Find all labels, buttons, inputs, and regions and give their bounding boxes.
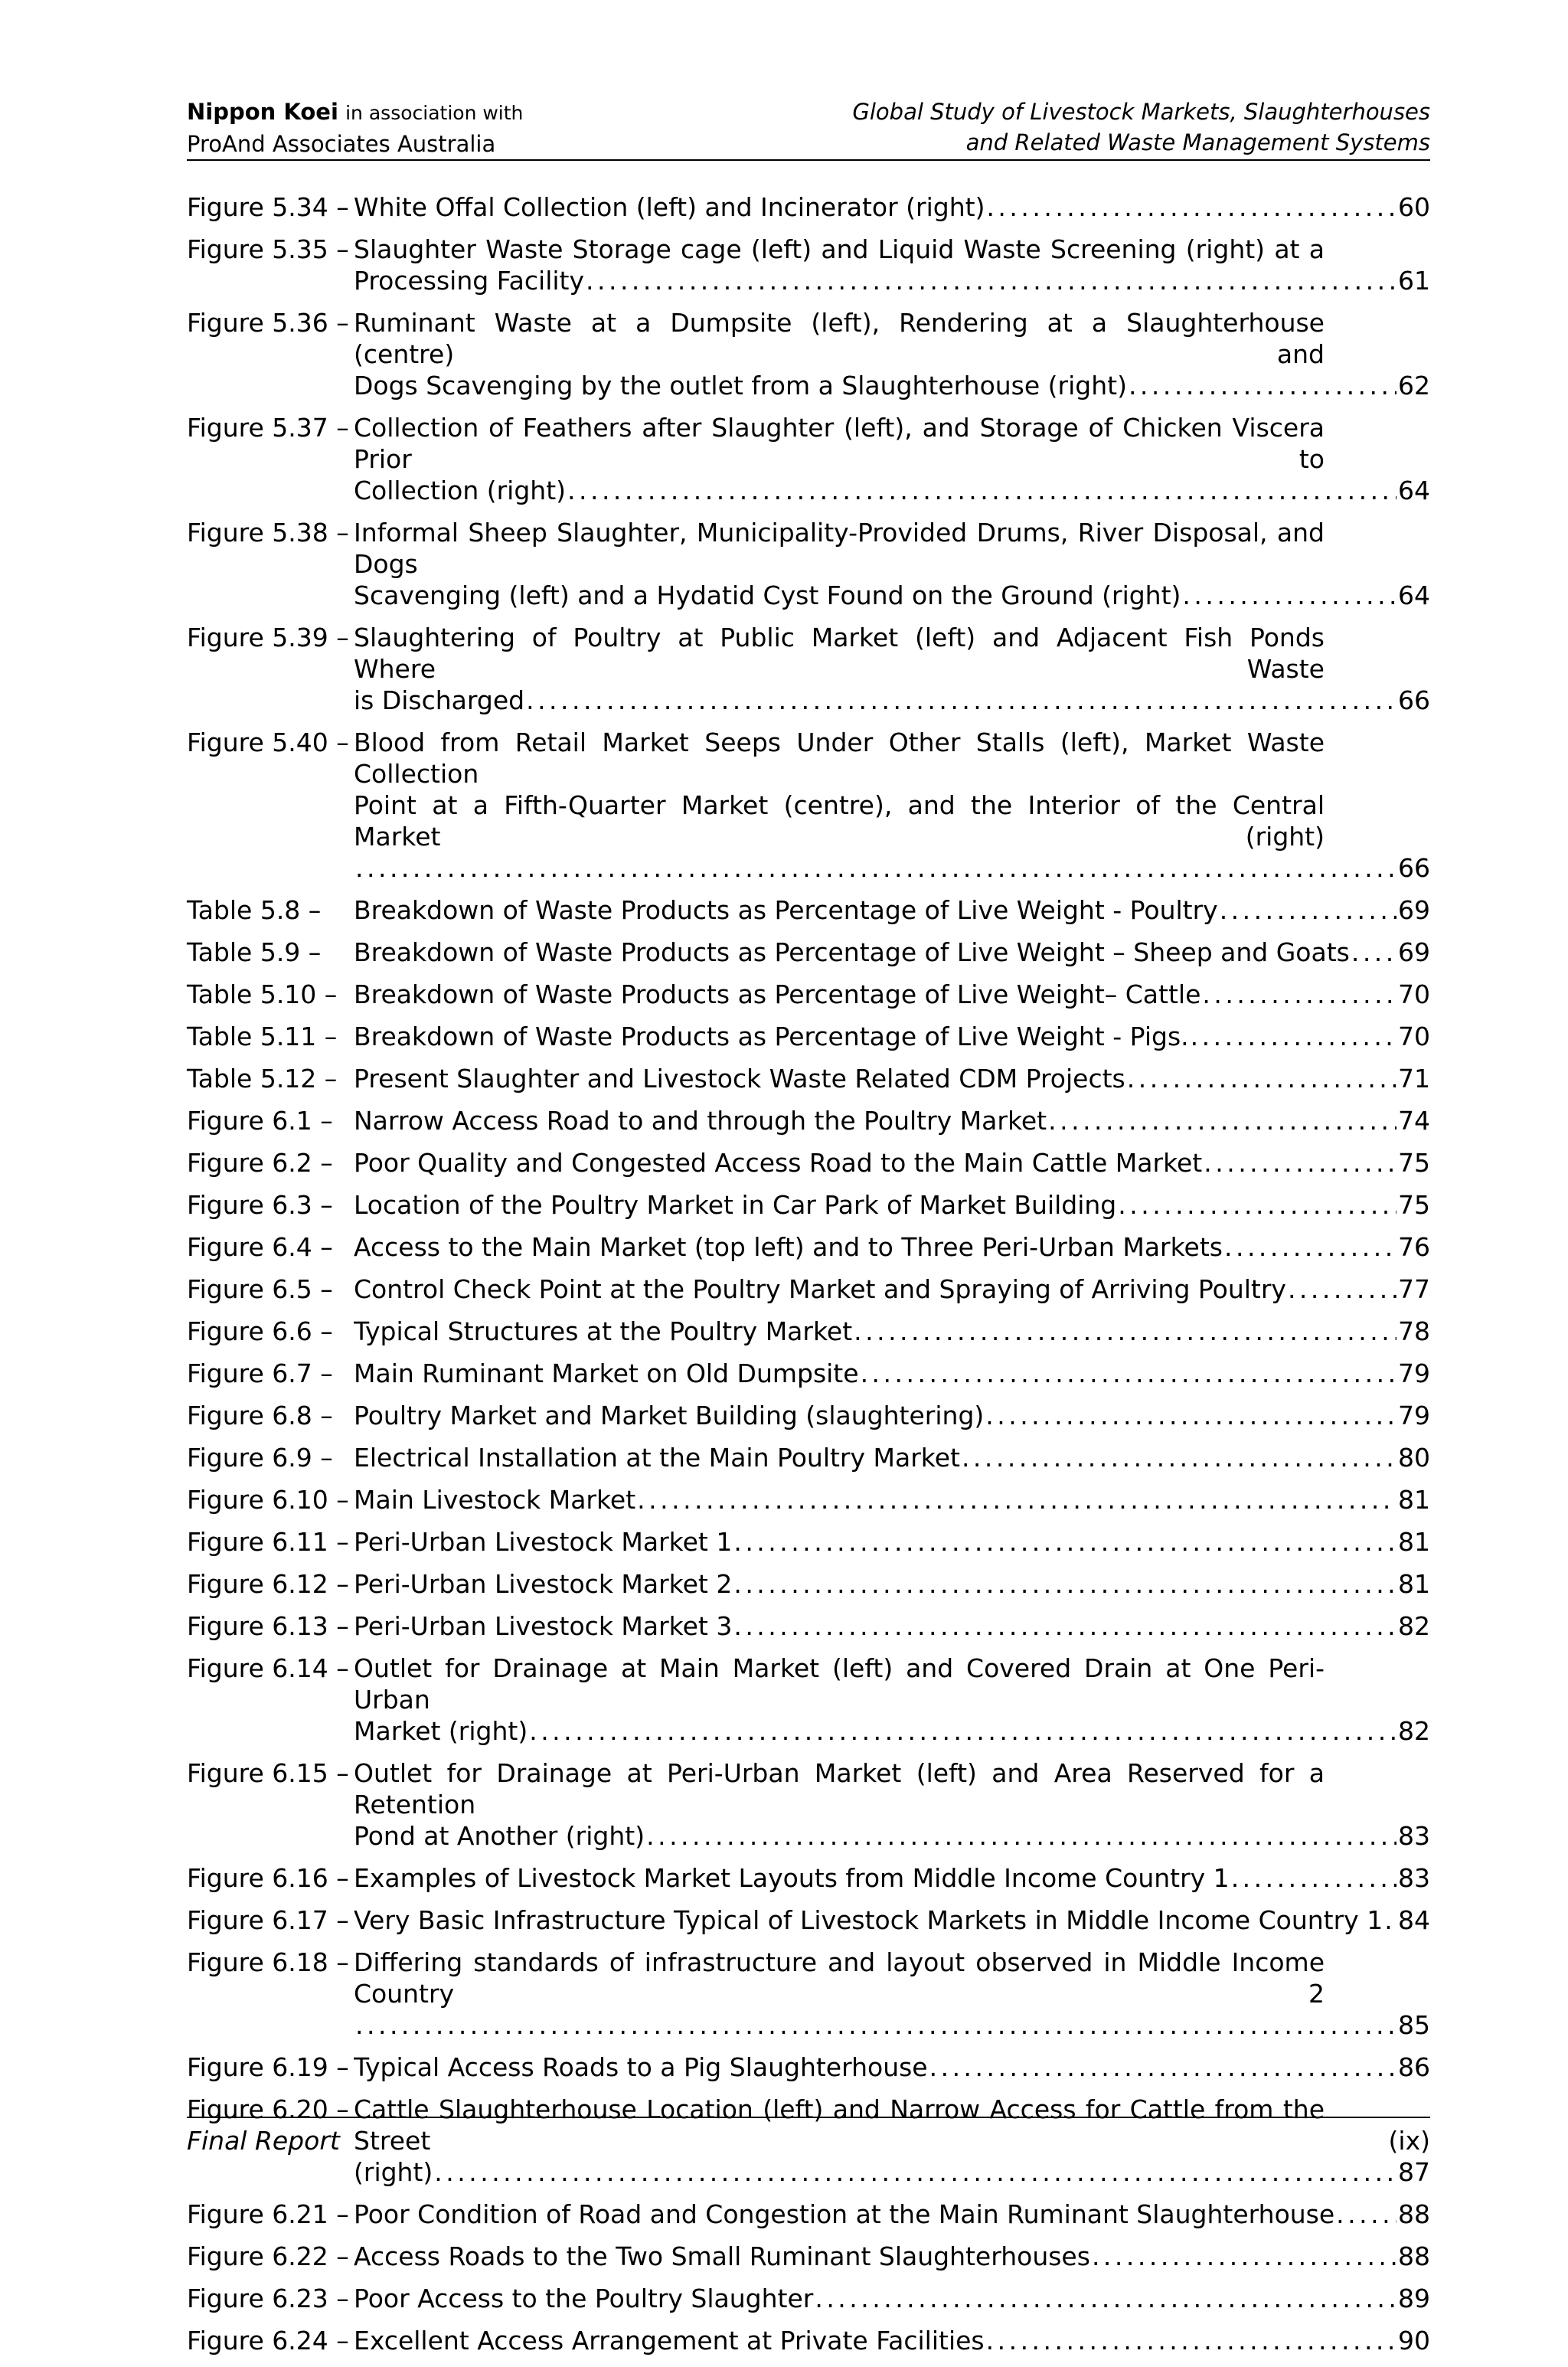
toc-entry[interactable] <box>187 1610 1430 1642</box>
toc-entry-label: Figure 6.15 – <box>187 1758 349 1788</box>
toc-entry-label: Figure 6.8 – <box>187 1401 333 1430</box>
toc-entry-title <box>354 2325 1430 2356</box>
toc-entry-title <box>354 517 1430 611</box>
toc-entry-title <box>354 1568 1430 1600</box>
dot-leader <box>1288 1273 1396 1305</box>
report-title-line2: and Related Waste Management Systems <box>965 129 1430 155</box>
dot-leader <box>434 2156 1396 2188</box>
dot-leader <box>567 475 1396 506</box>
toc-entry-label: Figure 6.17 – <box>187 1905 349 1935</box>
toc-page-number: 87 <box>1398 2157 1430 2187</box>
toc-entry[interactable] <box>187 1862 1430 1894</box>
toc-entry[interactable] <box>187 1526 1430 1558</box>
toc-entry-text: Blood from Retail Market Seeps Under Other Stalls (left), Market Waste Collection <box>354 727 1325 789</box>
toc-entry-text: Market (right) <box>354 1716 528 1746</box>
dot-leader <box>986 191 1396 223</box>
toc-page-number: 83 <box>1398 1863 1430 1893</box>
toc-entry-text: Poor Quality and Congested Access Road to the Main Cattle Market <box>354 1148 1203 1178</box>
toc-entry-text: Outlet for Drainage at Peri-Urban Market (left) and Area Reserved for a Retention <box>354 1758 1325 1819</box>
toc-entry-label: Figure 6.13 – <box>187 1611 349 1641</box>
toc-entry-label: Figure 5.35 – <box>187 234 349 264</box>
toc-page-number: 60 <box>1398 192 1430 222</box>
toc-entry-label: Table 5.9 – <box>187 937 322 967</box>
toc-entry-title <box>354 894 1430 926</box>
toc-entry-label: Figure 6.2 – <box>187 1148 333 1178</box>
toc-entry-label: Figure 6.4 – <box>187 1232 333 1262</box>
toc-entry-text: Poor Condition of Road and Congestion at the Main Ruminant Slaughterhouse <box>354 2199 1335 2229</box>
toc-page-number: 79 <box>1398 1401 1430 1430</box>
toc-entry-label: Table 5.11 – <box>187 1022 338 1051</box>
toc-entry[interactable] <box>187 1757 1430 1852</box>
toc-entry-text: Main Livestock Market <box>354 1485 636 1515</box>
dot-leader <box>1384 1904 1396 1936</box>
toc-entry-title <box>354 979 1430 1010</box>
toc-entry-label: Figure 6.22 – <box>187 2241 349 2271</box>
dot-leader <box>1127 1063 1396 1094</box>
toc-entry[interactable] <box>187 517 1430 611</box>
dot-leader <box>985 1400 1396 1431</box>
toc-entry-label: Figure 6.23 – <box>187 2284 349 2313</box>
toc-entry-text: Control Check Point at the Poultry Market and Spraying of Arriving Poultry <box>354 1274 1286 1304</box>
toc-entry-label: Figure 6.1 – <box>187 1106 333 1136</box>
toc-entry[interactable] <box>187 1189 1430 1221</box>
header-left <box>187 96 523 159</box>
toc-entry-text: is Discharged <box>354 685 525 715</box>
toc-entry-title <box>354 1021 1430 1052</box>
toc-entry-label: Figure 5.34 – <box>187 192 349 222</box>
toc-page-number: 82 <box>1398 1611 1430 1641</box>
toc-entry-title <box>354 2199 1430 2230</box>
toc-entry-text: Peri-Urban Livestock Market 2 <box>354 1569 733 1599</box>
toc-entry-title <box>354 1526 1430 1558</box>
toc-page-number: 70 <box>1398 979 1430 1009</box>
toc-entry-title <box>354 1653 1430 1747</box>
toc-entry[interactable] <box>187 412 1430 506</box>
page-footer <box>187 2117 1430 2156</box>
toc-page-number: 81 <box>1398 1527 1430 1557</box>
toc-page-number: 81 <box>1398 1485 1430 1515</box>
toc-entry-text: Pond at Another (right) <box>354 1821 645 1851</box>
toc-entry[interactable] <box>187 1063 1430 1094</box>
toc-page-number: 64 <box>1398 580 1430 610</box>
toc-entry[interactable] <box>187 1442 1430 1473</box>
toc-entry-text: Typical Access Roads to a Pig Slaughterhouse <box>354 2052 928 2082</box>
toc-page-number: 70 <box>1398 1022 1430 1051</box>
toc-entry-title <box>354 2241 1430 2272</box>
toc-page-number: 79 <box>1398 1358 1430 1388</box>
toc-entry-label: Figure 6.19 – <box>187 2052 349 2082</box>
toc-entry[interactable] <box>187 1400 1430 1431</box>
toc-page-number: 75 <box>1398 1148 1430 1178</box>
toc-entry-text: Dogs Scavenging by the outlet from a Slaughterhouse (right) <box>354 371 1127 400</box>
toc-entry-title <box>354 1147 1430 1179</box>
toc-entry-label: Figure 6.24 – <box>187 2326 349 2356</box>
toc-entry-title <box>354 1947 1430 2041</box>
toc-entry-title <box>354 727 1430 884</box>
toc-entry-title <box>354 307 1430 401</box>
toc-entry-title <box>354 1862 1430 1894</box>
toc-page-number: 88 <box>1398 2199 1430 2229</box>
toc-entry-label: Figure 5.39 – <box>187 623 349 652</box>
toc-page-number: 88 <box>1398 2241 1430 2271</box>
toc-entry-title <box>354 412 1430 506</box>
toc-page-number: 71 <box>1398 1064 1430 1094</box>
toc-page-number: 82 <box>1398 1716 1430 1746</box>
toc-entry-label: Figure 6.11 – <box>187 1527 349 1557</box>
dot-leader <box>1351 937 1396 968</box>
toc-entry[interactable] <box>187 1316 1430 1347</box>
toc-page-number: 83 <box>1398 1821 1430 1851</box>
toc-entry-title <box>354 1063 1430 1094</box>
toc-entry-label: Figure 6.6 – <box>187 1316 333 1346</box>
toc-page-number: 61 <box>1398 266 1430 296</box>
toc-page-number: 66 <box>1398 853 1430 883</box>
dot-leader <box>815 2283 1396 2314</box>
toc-entry-text: Electrical Installation at the Main Poultry Market <box>354 1443 960 1473</box>
toc-entry-label: Figure 6.20 – <box>187 2094 349 2124</box>
dot-leader <box>355 852 1396 884</box>
toc-entry[interactable] <box>187 622 1430 716</box>
toc-entry-title <box>354 1442 1430 1473</box>
toc-entry-label: Figure 6.14 – <box>187 1653 349 1683</box>
toc-entry-text: Main Ruminant Market on Old Dumpsite <box>354 1358 859 1388</box>
dot-leader <box>1224 1231 1396 1263</box>
toc-entry-text: Breakdown of Waste Products as Percentage of Live Weight - Poultry <box>354 895 1218 925</box>
dot-leader <box>637 1484 1396 1515</box>
toc-entry-text: Location of the Poultry Market in Car Park of Market Building <box>354 1190 1117 1220</box>
toc-entry-text: Peri-Urban Livestock Market 3 <box>354 1611 733 1641</box>
toc-entry-text: Examples of Livestock Market Layouts from Middle Income Country 1 <box>354 1863 1230 1893</box>
toc-entry[interactable] <box>187 1105 1430 1136</box>
toc-entry-text: Processing Facility <box>354 266 584 296</box>
toc-entry-text: Poultry Market and Market Building (slaughtering) <box>354 1401 985 1430</box>
toc-entry-text: Point at a Fifth-Quarter Market (centre), and the Interior of the Central Market (right) <box>354 790 1325 852</box>
toc-entry-title <box>354 1189 1430 1221</box>
toc-entry-text: Very Basic Infrastructure Typical of Livestock Markets in Middle Income Country 1 <box>354 1905 1383 1935</box>
toc-entry[interactable] <box>187 1568 1430 1600</box>
toc-entry-title <box>354 622 1430 716</box>
toc-entry-label: Figure 6.12 – <box>187 1569 349 1599</box>
toc-entry-text: Collection of Feathers after Slaughter (left), and Storage of Chicken Viscera Prior to <box>354 413 1325 474</box>
toc-entry-text: Collection (right) <box>354 476 567 505</box>
dot-leader <box>733 1568 1396 1600</box>
toc-entry-label: Figure 6.18 – <box>187 1947 349 1977</box>
dot-leader <box>1118 1189 1396 1221</box>
dot-leader <box>733 1526 1396 1558</box>
toc-entry[interactable] <box>187 1147 1430 1179</box>
toc-entry[interactable] <box>187 307 1430 401</box>
toc-entry[interactable] <box>187 894 1430 926</box>
toc-entry-text: Poor Access to the Poultry Slaughter <box>354 2284 814 2313</box>
toc-entry-title <box>354 1105 1430 1136</box>
toc-entry-title <box>354 1610 1430 1642</box>
footer-report-label: Final Report <box>187 2126 340 2156</box>
dot-leader <box>1220 894 1396 926</box>
toc-entry[interactable] <box>187 937 1430 968</box>
toc-page-number: 86 <box>1398 2052 1430 2082</box>
toc-entry-title <box>354 1273 1430 1305</box>
toc-entry-text: Breakdown of Waste Products as Percentage of Live Weight - Pigs. <box>354 1022 1189 1051</box>
toc-entry-title <box>354 191 1430 223</box>
dot-leader <box>733 1610 1396 1642</box>
dot-leader <box>962 1442 1396 1473</box>
toc-entry-text: Breakdown of Waste Products as Percentage of Live Weight – Sheep and Goats <box>354 937 1350 967</box>
dot-leader <box>1231 1862 1396 1894</box>
dot-leader <box>586 265 1396 296</box>
dot-leader <box>1336 2199 1396 2230</box>
dot-leader <box>929 2052 1396 2083</box>
toc-entry-label: Figure 6.9 – <box>187 1443 333 1473</box>
toc-entry-title <box>354 1316 1430 1347</box>
toc-entry-title <box>354 1358 1430 1389</box>
page-header <box>187 96 1430 161</box>
toc-page-number: 69 <box>1398 895 1430 925</box>
toc-entry-title <box>354 1231 1430 1263</box>
toc-page-number: 66 <box>1398 685 1430 715</box>
toc-entry[interactable] <box>187 2052 1430 2083</box>
toc-entry-title <box>354 937 1430 968</box>
toc-page-number: 76 <box>1398 1232 1430 1262</box>
toc-entry[interactable] <box>187 1947 1430 2041</box>
toc-page-number: 64 <box>1398 476 1430 505</box>
toc-entry-title <box>354 1484 1430 1515</box>
toc-entry[interactable] <box>187 727 1430 884</box>
toc-entry-title <box>354 2052 1430 2083</box>
toc-entry-text: Ruminant Waste at a Dumpsite (left), Rendering at a Slaughterhouse (centre) and <box>354 308 1325 369</box>
toc-entry-text: Peri-Urban Livestock Market 1 <box>354 1527 733 1557</box>
toc-page-number: 85 <box>1398 2010 1430 2040</box>
footer-page-number: (ix) <box>1388 2126 1430 2156</box>
toc-entry-label: Figure 6.10 – <box>187 1485 349 1515</box>
toc-page-number: 62 <box>1398 371 1430 400</box>
toc-entry[interactable] <box>187 1273 1430 1305</box>
dot-leader <box>861 1358 1396 1389</box>
toc-entry-label: Figure 6.16 – <box>187 1863 349 1893</box>
toc-entry[interactable] <box>187 1904 1430 1936</box>
toc-entry-text: Access Roads to the Two Small Ruminant Slaughterhouses <box>354 2241 1090 2271</box>
toc-entry-label: Figure 5.36 – <box>187 308 349 338</box>
toc-entry-text: Cattle Slaughterhouse Location (left) and Narrow Access for Cattle from the Street <box>354 2094 1325 2156</box>
dot-leader <box>355 2009 1396 2041</box>
header-right <box>852 96 1430 158</box>
toc-page-number: 81 <box>1398 1569 1430 1599</box>
toc-entry[interactable] <box>187 979 1430 1010</box>
dot-leader <box>1182 580 1396 611</box>
toc-entry-text: Typical Structures at the Poultry Market <box>354 1316 853 1346</box>
toc-entry-text: Slaughtering of Poultry at Public Market (left) and Adjacent Fish Ponds Where Waste <box>354 623 1325 684</box>
toc-page-number: 80 <box>1398 1443 1430 1473</box>
toc-entry-text: Outlet for Drainage at Main Market (left) and Covered Drain at One Peri-Urban <box>354 1653 1325 1715</box>
toc-entry-label: Figure 5.40 – <box>187 727 349 757</box>
toc-entry-label: Table 5.10 – <box>187 979 338 1009</box>
toc-entry-label: Figure 6.7 – <box>187 1358 333 1388</box>
toc-entry-text: Present Slaughter and Livestock Waste Related CDM Projects <box>354 1064 1125 1094</box>
partner-name: ProAnd Associates Australia <box>187 131 496 157</box>
toc-entry-text: Breakdown of Waste Products as Percentage of Live Weight– Cattle <box>354 979 1201 1009</box>
toc-page-number: 69 <box>1398 937 1430 967</box>
toc-entry-text: Narrow Access Road to and through the Poultry Market <box>354 1106 1047 1136</box>
toc-page-number: 84 <box>1398 1905 1430 1935</box>
toc-entry-label: Figure 5.37 – <box>187 413 349 443</box>
dot-leader <box>1048 1105 1396 1136</box>
toc-entry-text: Excellent Access Arrangement at Private Facilities <box>354 2326 985 2356</box>
toc-entry-text: Scavenging (left) and a Hydatid Cyst Found on the Ground (right) <box>354 580 1181 610</box>
dot-leader <box>1204 1147 1396 1179</box>
dot-leader <box>854 1316 1396 1347</box>
dot-leader <box>1129 370 1396 401</box>
toc-page-number: 75 <box>1398 1190 1430 1220</box>
dot-leader <box>1191 1021 1396 1052</box>
toc-entry[interactable] <box>187 1021 1430 1052</box>
dot-leader <box>986 2325 1396 2356</box>
association-text: in association with <box>345 102 524 124</box>
toc-entry[interactable] <box>187 191 1430 223</box>
toc-entry[interactable] <box>187 1231 1430 1263</box>
dot-leader <box>529 1715 1396 1747</box>
toc-entry[interactable] <box>187 2283 1430 2314</box>
toc-entry-label: Figure 6.3 – <box>187 1190 333 1220</box>
toc-entry-text: Informal Sheep Slaughter, Municipality-Provided Drums, River Disposal, and Dogs <box>354 518 1325 579</box>
toc-entry[interactable] <box>187 2325 1430 2356</box>
toc-entry[interactable] <box>187 1484 1430 1515</box>
list-of-figures-and-tables <box>187 191 1430 2367</box>
dot-leader <box>1092 2241 1396 2272</box>
toc-entry-title <box>354 1400 1430 1431</box>
toc-entry-label: Table 5.8 – <box>187 895 322 925</box>
toc-entry-title <box>354 234 1430 296</box>
toc-entry[interactable] <box>187 1358 1430 1389</box>
toc-entry-label: Figure 6.5 – <box>187 1274 333 1304</box>
toc-entry[interactable] <box>187 1653 1430 1747</box>
dot-leader <box>646 1820 1396 1852</box>
toc-entry-text: Access to the Main Market (top left) and to Three Peri-Urban Markets <box>354 1232 1223 1262</box>
toc-entry[interactable] <box>187 2199 1430 2230</box>
report-title-line1: Global Study of Livestock Markets, Slaughterhouses <box>852 99 1430 125</box>
toc-entry-title <box>354 2283 1430 2314</box>
toc-entry-text: Differing standards of infrastructure and layout observed in Middle Income Country 2 <box>354 1947 1325 2009</box>
toc-entry-title <box>354 1757 1430 1852</box>
toc-entry[interactable] <box>187 2241 1430 2272</box>
toc-page-number: 77 <box>1398 1274 1430 1304</box>
dot-leader <box>526 685 1396 716</box>
toc-entry-label: Table 5.12 – <box>187 1064 338 1094</box>
toc-page-number: 90 <box>1398 2326 1430 2356</box>
toc-entry-label: Figure 5.38 – <box>187 518 349 548</box>
toc-entry-label: Figure 6.21 – <box>187 2199 349 2229</box>
toc-entry[interactable] <box>187 234 1430 296</box>
toc-entry-title <box>354 1904 1430 1936</box>
toc-entry-text: Slaughter Waste Storage cage (left) and Liquid Waste Screening (right) at a <box>354 234 1325 264</box>
toc-entry-text: (right) <box>354 2157 433 2187</box>
toc-page-number: 74 <box>1398 1106 1430 1136</box>
dot-leader <box>1202 979 1396 1010</box>
company-name: Nippon Koei <box>187 99 338 125</box>
toc-page-number: 78 <box>1398 1316 1430 1346</box>
toc-page-number: 89 <box>1398 2284 1430 2313</box>
toc-entry-text: White Offal Collection (left) and Incinerator (right) <box>354 192 985 222</box>
